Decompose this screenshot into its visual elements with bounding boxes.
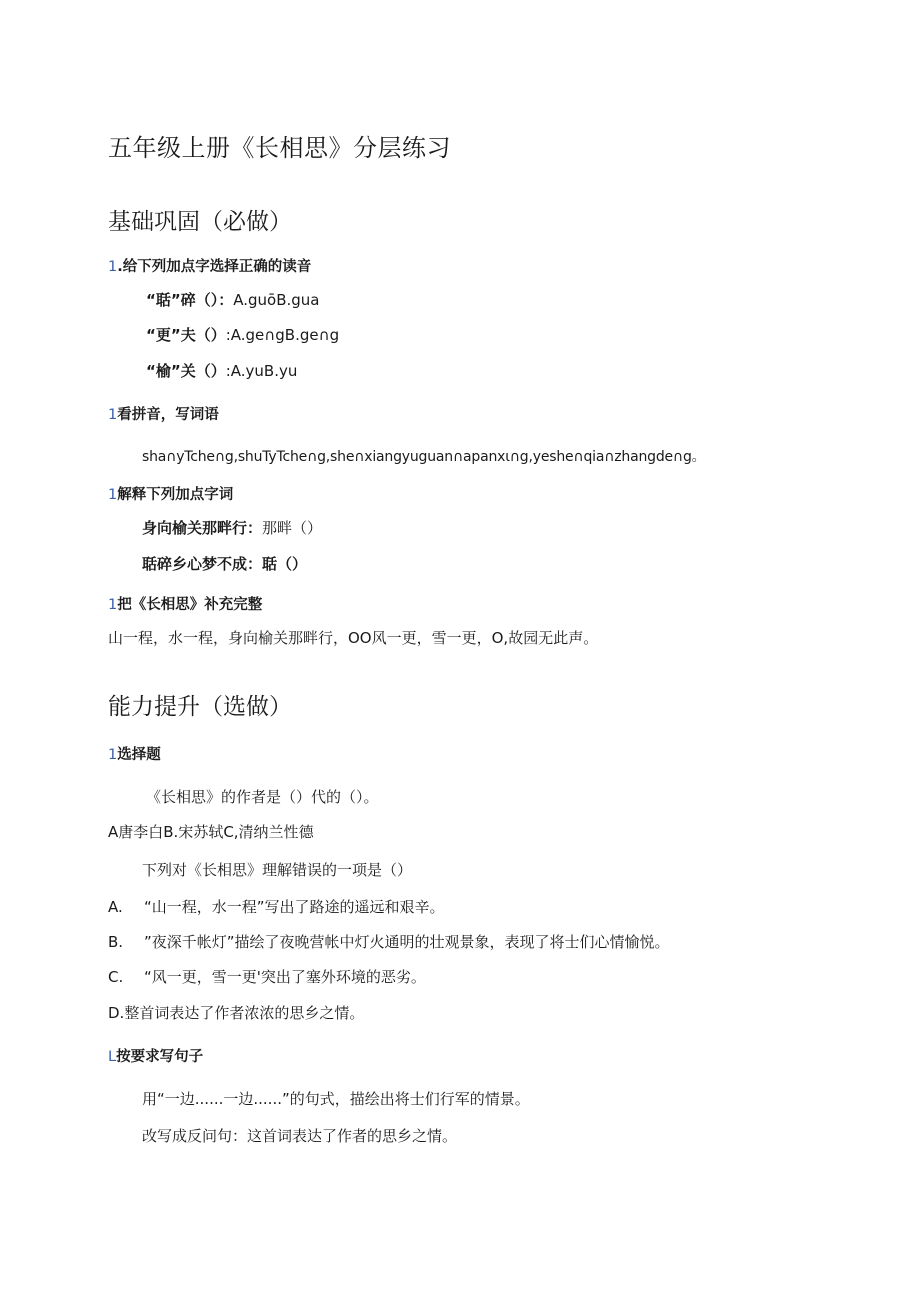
- pinyin-line: sha∩yTche∩g,shuTyTche∩g,she∩xiangyuguan∩apanxι∩g,yeshe∩qia∩zhangde∩g。: [142, 449, 706, 465]
- question-number: 1: [108, 407, 118, 423]
- q5-option-b: [108, 931, 670, 952]
- q3-line-2: 聒碎乡心梦不成：聒（）: [142, 555, 308, 573]
- q1-item-word: “聒”碎（）：: [146, 291, 234, 309]
- q1-item-word: “榆”关（）: [146, 362, 226, 380]
- q3-line-label: 身向榆关那畔行：: [142, 519, 263, 537]
- question-2-heading: [108, 403, 219, 424]
- option-text: “山一程，水一程”写出了路途的遥远和艰辛。: [144, 898, 445, 916]
- q1-item-options: :A.ge∩gB.ge∩g: [225, 326, 340, 344]
- question-text: 选择题: [117, 747, 161, 763]
- question-1-heading: [108, 255, 311, 276]
- question-3-heading: [108, 483, 233, 504]
- q1-item-options: A.guōB.gua: [233, 291, 320, 309]
- q1-item-1: [146, 289, 319, 310]
- q3-line-value: 那畔（）: [262, 519, 323, 537]
- question-5-heading: [108, 743, 161, 764]
- q5-option-a: [108, 896, 445, 917]
- question-text: 把《长相思》补充完整: [117, 597, 263, 613]
- option-text: “风一更，雪一更'突出了塞外环境的恶劣。: [144, 968, 426, 986]
- option-letter: C.: [108, 968, 124, 986]
- question-number: 1: [108, 259, 118, 275]
- q3-line-1: [142, 517, 322, 538]
- q6-sub-1: 用“一边......一边......”的句式，描绘出将士们行军的情景。: [142, 1090, 530, 1108]
- poem-fill-line: 山一程，水一程，身向榆关那畔行，OO风一更，雪一更，O,故园无此声。: [108, 629, 599, 647]
- option-letter: B.: [108, 933, 124, 951]
- question-4-heading: [108, 593, 262, 614]
- section-heading-advanced: 能力提升（选做）: [108, 694, 292, 720]
- question-number: 1: [108, 747, 118, 763]
- option-text: ”夜深千帐灯”描绘了夜晚营帐中灯火通明的壮观景象，表现了将士们心情愉悦。: [144, 933, 670, 951]
- question-text: 按要求写句子: [116, 1049, 204, 1065]
- q1-item-options: :A.yuB.yu: [225, 362, 298, 380]
- q6-sub-2: 改写成反问句：这首词表达了作者的思乡之情。: [142, 1127, 458, 1145]
- section-heading-basic: 基础巩固（必做）: [108, 209, 292, 235]
- question-text: .给下列加点字选择正确的读音: [117, 259, 312, 275]
- q1-item-word: “更”夫（）: [146, 326, 226, 344]
- q5-sub-1: 《长相思》的作者是（）代的（）。: [146, 788, 379, 806]
- question-number: L: [108, 1049, 117, 1065]
- option-letter: A.: [108, 898, 123, 916]
- question-number: 1: [108, 597, 118, 613]
- page-title: 五年级上册《长相思》分层练习: [108, 134, 451, 162]
- q1-item-3: [146, 360, 297, 381]
- q5-sub-2: 下列对《长相思》理解错误的一项是（）: [142, 861, 413, 879]
- question-text: 看拼音，写词语: [117, 407, 219, 423]
- question-number: 1: [108, 487, 118, 503]
- q5-option-d: D.整首词表达了作者浓浓的思乡之情。: [108, 1004, 365, 1022]
- question-text: 解释下列加点字词: [117, 487, 234, 503]
- q5-option-c: [108, 966, 426, 987]
- q1-item-2: [146, 324, 339, 345]
- q5-sub-1-options: A唐李白B.宋苏轼C,清纳兰性德: [108, 823, 314, 841]
- question-6-heading: [108, 1045, 203, 1066]
